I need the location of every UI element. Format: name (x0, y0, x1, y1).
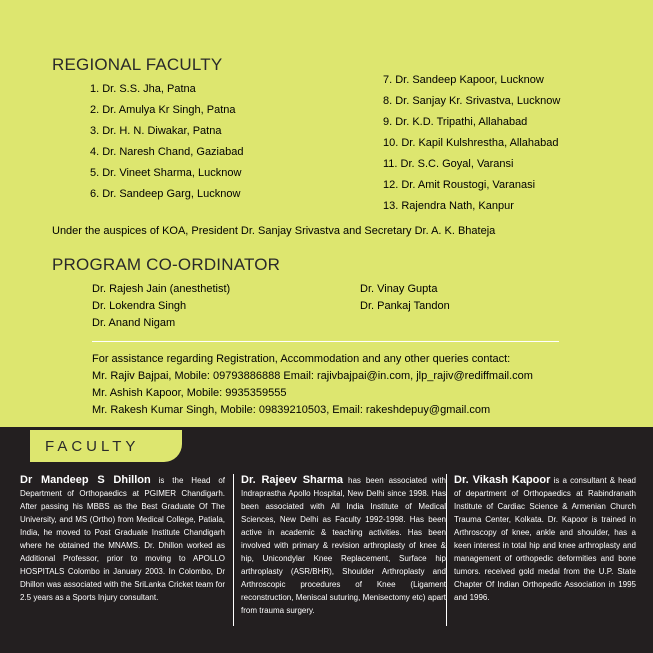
regional-faculty-list-left (90, 79, 243, 205)
list-item: 2. Dr. Amulya Kr Singh, Patna (90, 104, 236, 116)
faculty-heading: FACULTY (45, 438, 140, 455)
faculty-bio-dhillon (20, 474, 225, 604)
contact-line: Mr. Rakesh Kumar Singh, Mobile: 09839210503, Email: rakeshdepuy@gmail.com (92, 404, 491, 416)
list-item: 9. Dr. K.D. Tripathi, Allahabad (383, 116, 528, 128)
list-item: 5. Dr. Vineet Sharma, Lucknow (90, 167, 242, 179)
auspices-text: Under the auspices of KOA, President Dr. Sanjay Srivastva and Secretary Dr. A. K. Bhateja (52, 225, 496, 237)
contact-intro: For assistance regarding Registration, Accommodation and any other queries contact: (92, 353, 511, 365)
regional-faculty-heading: REGIONAL FACULTY (52, 55, 223, 74)
faculty-bio-kapoor (454, 474, 636, 604)
list-item: 8. Dr. Sanjay Kr. Srivastva, Lucknow (383, 95, 561, 107)
coordinator-name: Dr. Lokendra Singh (92, 300, 187, 312)
contact-line: Mr. Rajiv Bajpai, Mobile: 09793886888 Email: rajivbajpai@in.com, jlp_rajiv@rediffmail.com (92, 370, 533, 382)
bio-text: is a consultant & head of department of Orthopaedics at Rabindranath Institute of Cardiac Science & Armenian Church Trauma Center, Kolkata. Dr. Kapoor is trained in Arthroscopy of knee, ankle and shoulder, has a keen interest in total hip and knee arthroplasty and management of orthopedic deformities and bone tumors. received gold medal from the U.P. State Chapter Of Indian Orthopedic Association in 1995 and 1996. (454, 476, 636, 602)
bio-name: Dr Mandeep S Dhillon (20, 474, 151, 486)
contact-line: Mr. Ashish Kapoor, Mobile: 9935359555 (92, 387, 287, 399)
bio-text: has been associated with Indraprastha Apollo Hospital, New Delhi since 1998. Has been associated with All India Institute of Medical Sciences, New Delhi as Faculty 1992-1998. Has been active in academic & teaching activities. Has been involved with primary & revision arthroplasty of knee & hip, Unicondylar Knee Replacement, Surface hip arthroplasty (ASR/BHR), Shoulder Arthroplasty and Arthroscopic procedures of Knee (Ligament reconstruction, Meniscal suturing, Menisectomy etc) apart from trauma surgery. (241, 476, 446, 615)
column-divider (233, 474, 234, 626)
bio-text: is the Head of Department of Orthopaedics at PGIMER Chandigarh. After passing his MBBS as the Best Graduate Of The University, and MS (Ortho) from Medical College, Patiala, India, he moved to Post Graduate Institute Chandigarh where he obtained the MNAMS. Dr. Dhillon worked as Additional Professor, prior to moving to APOLLO HOSPITALS Colombo in January 2003. In Colombo, Dr Dhillon was associated with the SriLanka Cricket team for 2.5 years as a Sports Injury consultant. (20, 476, 225, 602)
list-item: 13. Rajendra Nath, Kanpur (383, 200, 514, 212)
column-divider (446, 474, 447, 626)
list-item: 3. Dr. H. N. Diwakar, Patna (90, 125, 222, 137)
list-item: 4. Dr. Naresh Chand, Gaziabad (90, 146, 244, 158)
list-item: 10. Dr. Kapil Kulshrestha, Allahabad (383, 137, 559, 149)
regional-faculty-list-right (383, 70, 560, 217)
contact-block (92, 351, 533, 419)
list-item: 7. Dr. Sandeep Kapoor, Lucknow (383, 74, 544, 86)
bio-name: Dr. Vikash Kapoor (454, 474, 551, 486)
coordinator-name: Dr. Pankaj Tandon (360, 300, 450, 312)
list-item: 1. Dr. S.S. Jha, Patna (90, 83, 196, 95)
divider (92, 341, 559, 342)
list-item: 6. Dr. Sandeep Garg, Lucknow (90, 188, 241, 200)
coordinator-name: Dr. Vinay Gupta (360, 283, 438, 295)
list-item: 12. Dr. Amit Roustogi, Varanasi (383, 179, 536, 191)
bio-name: Dr. Rajeev Sharma (241, 474, 344, 486)
coordinator-name: Dr. Rajesh Jain (anesthetist) (92, 283, 231, 295)
coordinator-name: Dr. Anand Nigam (92, 317, 176, 329)
faculty-bio-sharma (241, 474, 446, 617)
program-coordinator-heading: PROGRAM CO-ORDINATOR (52, 255, 281, 274)
list-item: 11. Dr. S.C. Goyal, Varansi (383, 158, 514, 170)
